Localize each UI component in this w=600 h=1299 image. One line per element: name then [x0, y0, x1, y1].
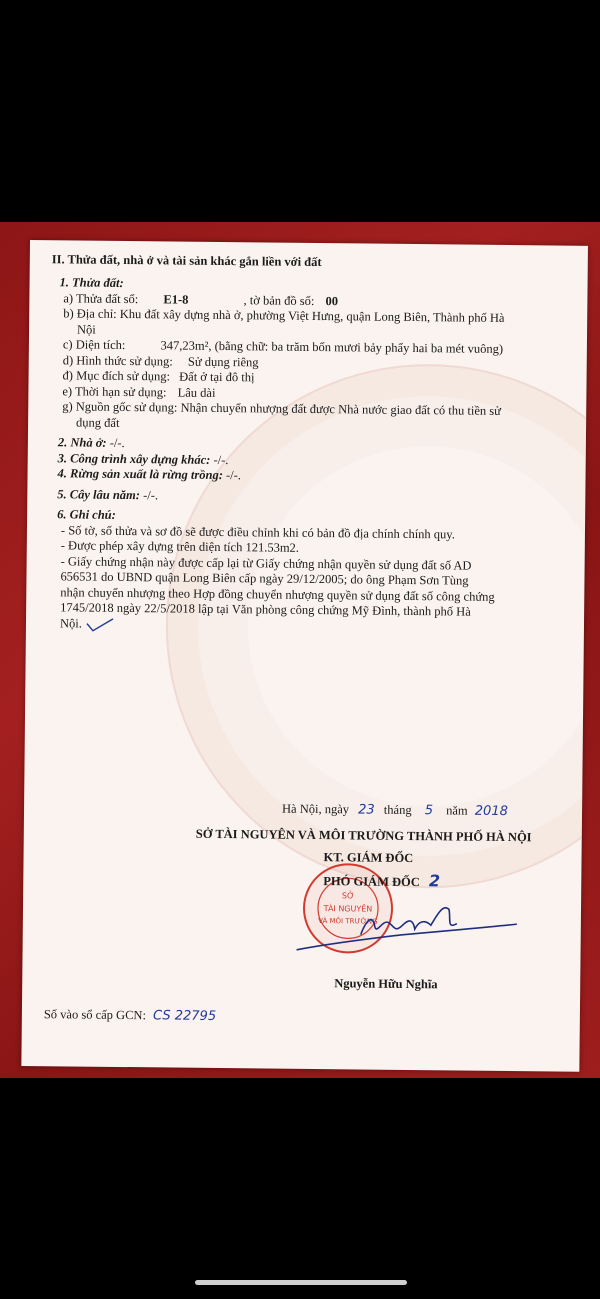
- certificate-page: [21, 240, 588, 1072]
- usage-purpose-value: Đất ở tại đô thị: [179, 369, 255, 385]
- usage-form-label: d) Hình thức sử dụng:: [62, 352, 173, 369]
- address-label: b) Địa chỉ:: [63, 306, 117, 321]
- seal-center-1: SỞ: [341, 891, 355, 901]
- handwritten-mark: 2: [428, 871, 441, 891]
- gcn-label: Số vào sổ cấp GCN:: [43, 1007, 147, 1023]
- date-month-label: tháng: [383, 802, 412, 818]
- seal-center-3: VÀ MÔI TRƯỜNG: [318, 917, 378, 926]
- note-3: - Giấy chứng nhận này được cấp lại từ Giấy chứng nhận quyền sử dụng đất số AD: [60, 553, 472, 573]
- map-sheet-label: , tờ bản đồ số:: [243, 292, 315, 308]
- house-value: -/-.: [109, 435, 125, 451]
- check-mark-icon: [85, 617, 115, 631]
- home-indicator-bar[interactable]: [195, 1280, 407, 1285]
- forest-label: 4. Rừng sản xuất là rừng trồng:: [57, 466, 223, 483]
- other-construction-label: 3. Công trình xây dựng khác:: [57, 450, 211, 467]
- house-label: 2. Nhà ở:: [57, 435, 107, 450]
- date-prefix: Hà Nội, ngày: [281, 801, 350, 817]
- deputy-director-label: [323, 870, 440, 890]
- usage-origin-value-line1: Nhận chuyển nhượng đất được Nhà nước giao đất có thu tiền sử: [180, 400, 502, 418]
- notes-heading: 6. Ghi chú:: [57, 507, 116, 522]
- note-2: - Được phép xây dựng trên diện tích 121.53m2.: [60, 538, 300, 555]
- date-year-label: năm: [446, 803, 468, 818]
- seal-center-2: TÀI NGUYÊN: [323, 904, 373, 914]
- note-1: - Số tờ, số thửa và sơ đồ sẽ được điều chỉnh khi có bản đồ địa chính chính quy.: [60, 522, 455, 541]
- area-value: 347,23m², (bằng chữ: ba trăm bốn mươi bảy phẩy hai ba mét vuông): [160, 338, 504, 356]
- kt-director-label: KT. GIÁM ĐỐC: [323, 850, 414, 866]
- usage-purpose-label: đ) Mục đích sử dụng:: [62, 368, 171, 384]
- usage-form-value: Sử dụng riêng: [187, 354, 259, 369]
- usage-term-value: Lâu dài: [177, 385, 216, 400]
- issue-date: [282, 802, 508, 819]
- note-3-cont-1: 656531 do UBND quận Long Biên cấp ngày 29/12/2005; do ông Phạm Sơn Tùng: [60, 569, 469, 588]
- section-title: II. Thửa đất, nhà ở và tài sản khác gắn liền với đất: [51, 252, 322, 270]
- signer-name: Nguyễn Hữu Nghĩa: [334, 976, 438, 992]
- perennial-label: 5. Cây lâu năm:: [57, 486, 141, 502]
- map-sheet-value: 00: [325, 293, 339, 308]
- other-construction-value: -/-.: [213, 452, 229, 467]
- parcel-number-label: a) Thửa đất số:: [63, 290, 139, 306]
- usage-origin-label: g) Nguồn gốc sử dụng:: [62, 399, 178, 415]
- certificate-body: [48, 252, 572, 636]
- gcn-value: CS 22795: [153, 1008, 217, 1024]
- gcn-register-row: [44, 1007, 216, 1024]
- forest-value: -/-.: [225, 468, 242, 483]
- date-year: 2018: [474, 803, 508, 820]
- address-value-line2: Nội: [76, 321, 96, 337]
- area-label: c) Diện tích:: [62, 337, 126, 353]
- address-value-line1: Khu đất xây dựng nhà ở, phường Việt Hưng, quận Long Biên, Thành phố Hà: [119, 306, 505, 325]
- note-3-cont-2: nhận chuyển nhượng theo Hợp đồng chuyển nhượng quyền sử dụng đất số công chứng: [60, 584, 495, 604]
- usage-origin-value-line2: dụng đất: [76, 414, 120, 430]
- handwritten-signature-icon: [290, 888, 521, 960]
- perennial-value: -/-.: [143, 487, 159, 502]
- note-3-cont-4-text: Nội.: [59, 615, 82, 631]
- issuing-organization: SỞ TÀI NGUYÊN VÀ MÔI TRƯỜNG THÀNH PHỐ HÀ NỘI: [195, 826, 532, 845]
- note-3-cont-3: 1745/2018 ngày 22/5/2018 lập tại Văn phòng công chứng Mỹ Đình, thành phố Hà: [60, 600, 471, 619]
- date-month: 5: [424, 803, 434, 819]
- parcel-number-value: E1-8: [163, 291, 189, 307]
- deputy-director-text: PHÓ GIÁM ĐỐC: [323, 874, 420, 890]
- date-day: 23: [358, 802, 375, 818]
- land-parcel-heading: 1. Thửa đất:: [59, 275, 124, 290]
- signature-area: [22, 795, 582, 1041]
- usage-term-label: e) Thời hạn sử dụng:: [62, 383, 167, 399]
